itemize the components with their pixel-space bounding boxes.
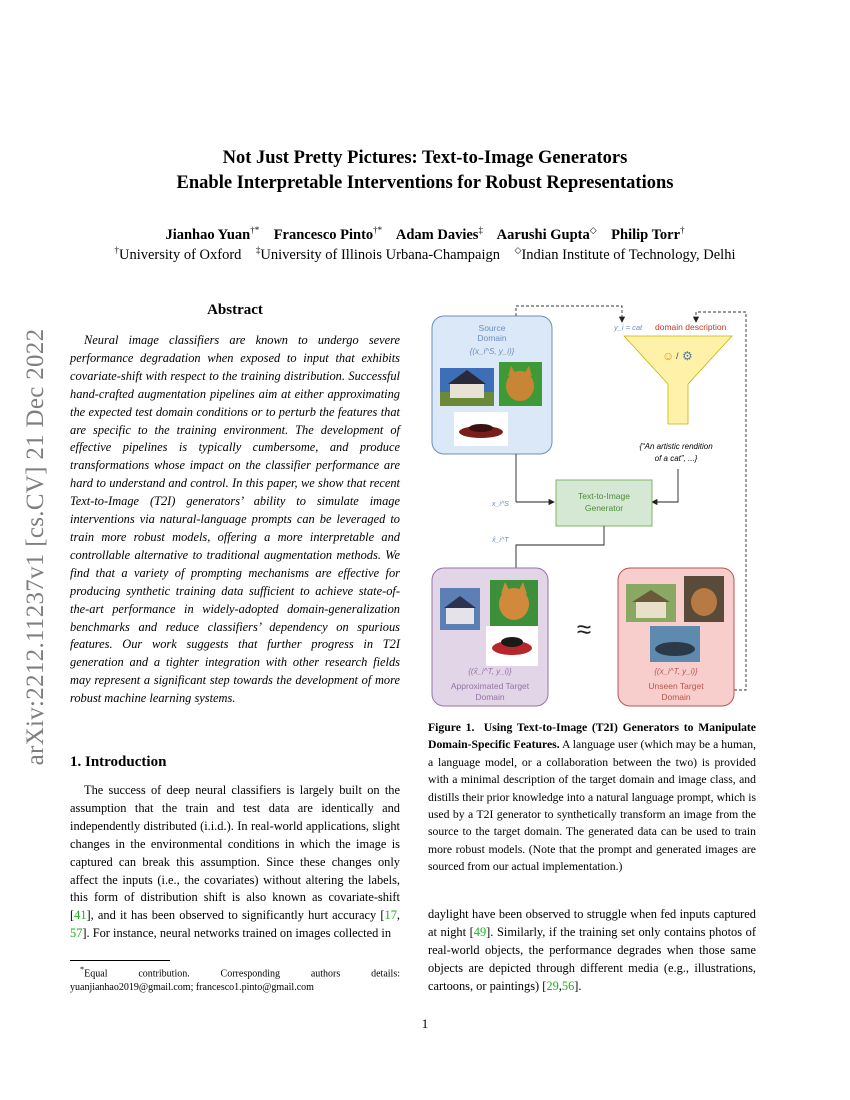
affiliation: †University of Oxford — [114, 245, 242, 263]
abstract-body: Neural image classifiers are known to undergo severe performance degradation when exposed to input that exhibits covariate-shift with respect to the training distribution. Successful hand-crafted augmentation pipelines aim at either approximating the expected test domain conditions or to perturb the features that are specific to the training environment. The development of effective pipelines is typically cumbersome, and produce transformations whose impact on the classifier performance are hard to understand and control. In this paper, we show that recent Text-to-Image (T2I) generators’ ability to simulate image interventions via natural-language prompts can be leveraged to train more robust models, offering a more interpretable and controllable alternative to traditional augmentation methods. We find that a variety of prompting mechanisms are effective for producing synthetic training data sufficient to achieve state-of-the-art performance in widely-adopted domain-generalization benchmarks and reduce classifiers’ dependency on spurious features. Our work suggests that further progress in T2I generation and a tighter integration with other research fields may represent a significant step towards the development of more robust machine learning systems. — [70, 333, 400, 706]
car-photo — [454, 412, 508, 446]
paper-title — [0, 146, 850, 196]
unseen-target-label: Unseen Target — [648, 681, 704, 691]
affiliation: ◇Indian Institute of Technology, Delhi — [514, 245, 736, 263]
slash-separator: / — [676, 351, 679, 361]
author: Aarushi Gupta◇ — [496, 225, 597, 243]
painted-car — [650, 626, 700, 662]
source-domain-label: Source — [478, 323, 506, 333]
house-photo — [440, 368, 494, 406]
author: Adam Davies‡ — [395, 225, 483, 243]
funnel — [624, 336, 732, 424]
affiliations — [0, 245, 850, 264]
robot-icon: ⚙ — [682, 349, 693, 363]
approx-symbol: ≈ — [576, 614, 592, 644]
generated-cat — [490, 580, 538, 626]
citation-link[interactable]: 56 — [561, 978, 575, 993]
unseen-target-label-2: Domain — [661, 692, 691, 702]
label-formula: y_i = cat — [614, 323, 643, 332]
citation-link[interactable]: 29 — [546, 978, 559, 993]
citation-link[interactable]: 57 — [70, 926, 83, 941]
approx-target-label-2: Domain — [475, 692, 505, 702]
title-line-2: Enable Interpretable Interventions for Robust Representations — [176, 173, 674, 193]
prompt-arrow — [652, 469, 678, 502]
generator-label: Text-to-Image — [578, 491, 630, 501]
source-set-formula: {(x_i^S, y_i)} — [469, 347, 515, 356]
page-number: 1 — [421, 1016, 429, 1031]
author: Philip Torr† — [611, 225, 685, 243]
arxiv-stamp — [14, 312, 58, 782]
author: Jianhao Yuan†* — [165, 225, 260, 243]
figure-1-diagram — [426, 304, 760, 708]
painted-house — [626, 584, 676, 622]
generated-car — [486, 626, 538, 666]
intro-body: The success of deep neural classifiers is largely built on the assumption that the train and test data are identically and independently distributed (i.i.d.). In real-world applications, slight changes in the environmental conditions in which the image is captured can break this assumption. Since these changes only affect the inputs (i.e., the covariates) without altering the labels, this form of distribution shift is also known as covariate-shift [41], and it has been observed to significantly hurt accuracy [17, 57]. For instance, neural networks trained on images collected in — [70, 783, 400, 941]
title-line-1: Not Just Pretty Pictures: Text-to-Image Generators — [222, 148, 628, 168]
generator-label-2: Generator — [584, 503, 624, 513]
citation-link[interactable]: 17 — [384, 908, 397, 923]
intro-heading: 1. Introduction — [70, 754, 167, 770]
footnote-rule — [70, 960, 170, 961]
painted-cat — [684, 576, 724, 622]
footnote: *Equal contribution. Corresponding authors details: yuanjianhao2019@gmail.com; francesco1.pinto@gmail.com — [70, 965, 400, 993]
approx-target-label: Approximated Target — [450, 681, 530, 691]
author-list — [0, 225, 850, 244]
arxiv-stamp-text: arXiv:2212.11237v1 [cs.CV] 21 Dec 2022 — [22, 328, 49, 766]
approx-set-formula: {(x̂_i^T, y_i)} — [468, 667, 512, 676]
author: Francesco Pinto†* — [273, 225, 383, 243]
citation-link[interactable]: 41 — [74, 908, 87, 923]
x-source-symbol: x_i^S — [492, 501, 509, 508]
cat-photo — [499, 362, 542, 406]
user-icon: ☺ — [662, 349, 675, 363]
figure-caption: Figure 1. Using Text-to-Image (T2I) Generators to Manipulate Domain-Specific Features. A language user (which may be a human, a language model, or a collaboration between the two) is provided with a minimal description of the target domain and image class, and distills their prior knowledge into a natural language prompt, which is used by a T2I generator to synthetically transform an image from the source to the target domain. The generated data can be used to train more robust models. (Note that the prompt and generated images are sourced from our actual implementation.) — [428, 721, 756, 874]
x-hat-symbol: x̂_i^T — [492, 537, 509, 544]
domain-description-label: domain description — [655, 322, 727, 332]
prompt-line-1: {“An artistic rendition — [639, 442, 713, 451]
affiliation: ‡University of Illinois Urbana-Champaign — [255, 245, 501, 263]
generated-house — [440, 588, 480, 630]
abstract-heading: Abstract — [207, 302, 263, 318]
citation-link[interactable]: 49 — [473, 924, 487, 939]
unseen-set-formula: {(x_i^T, y_i)} — [654, 667, 698, 676]
prompt-line-2: of a cat”, ...} — [654, 454, 698, 463]
source-domain-label-2: Domain — [477, 333, 507, 343]
right-column-body: daylight have been observed to struggle when fed inputs captured at night [49]. Similarly, if the training set only contains photos of real-world objects, the performance degrades when those same objects are depicted through different media (e.g., illustrations, cartoons, or paintings) [29,56]. — [428, 907, 756, 993]
